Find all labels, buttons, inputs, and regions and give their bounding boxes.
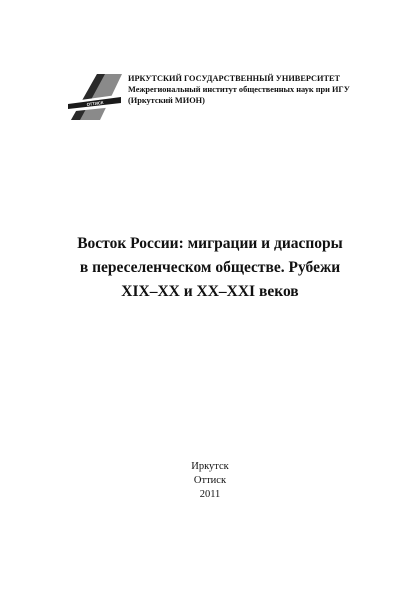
book-title — [30, 232, 390, 304]
imprint-city: Иркутск — [191, 461, 229, 472]
university-name: ИРКУТСКИЙ ГОСУДАРСТВЕННЫЙ УНИВЕРСИТЕТ — [128, 74, 341, 83]
logo-wordmark: ОТТИСК — [86, 99, 104, 108]
imprint-publisher: Оттиск — [193, 475, 227, 486]
imprint — [150, 460, 270, 502]
title-line-1: Восток России: миграции и диаспоры — [77, 235, 343, 252]
institute-name: Межрегиональный институт общественных наук при ИГУ — [128, 85, 350, 94]
publisher-logo — [66, 72, 124, 122]
imprint-year: 2011 — [199, 489, 221, 500]
title-line-2: в переселенческом обществе. Рубежи — [79, 259, 341, 276]
institute-short-name: (Иркутский МИОН) — [128, 96, 205, 105]
title-line-3: XIX–XX и XX–XXI веков — [121, 283, 299, 300]
institution-header — [128, 73, 398, 106]
publisher-logo-graphic — [66, 72, 124, 122]
